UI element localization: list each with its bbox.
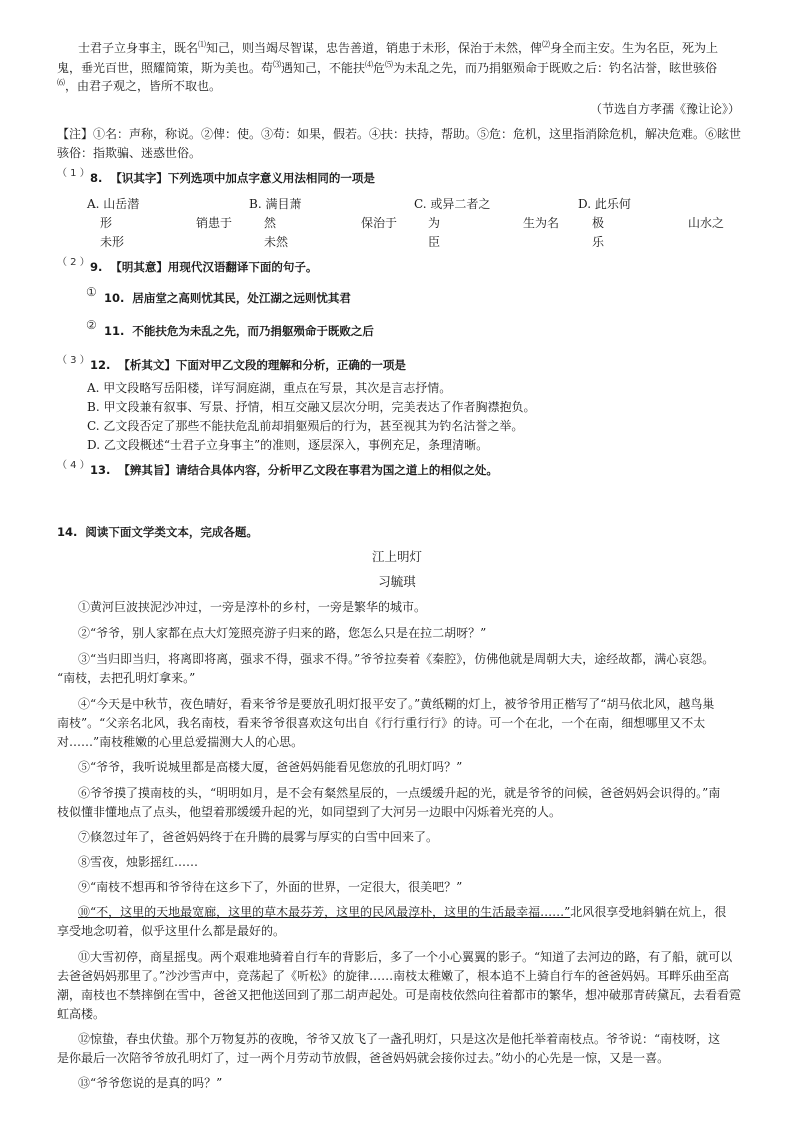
- story-p3-line2: “南枝，去把孔明灯拿来。”: [57, 671, 196, 685]
- story-p11-line3: 潮，南枝也不禁摔倒在雪中，爸爸又把他送回到了那二胡声起处。可是南枝依然向往着都市的繁华，想冲破那青砖黛瓦，去看看霓: [57, 988, 742, 1002]
- sub-mark-2: ②: [86, 318, 97, 332]
- story-p4-line3: 对……”南枝稚嫩的心里总爱揣测大人的心思。: [57, 735, 304, 749]
- question-10: 10. 居庙堂之高则忧其民，处江湖之远则忧其君: [104, 291, 351, 305]
- option-8c-c1: 为: [428, 216, 441, 230]
- story-title: 江上明灯: [371, 549, 422, 564]
- option-8b-c1: 然: [264, 216, 277, 230]
- question-14: 14. 阅读下面文学类文本，完成各题。: [57, 525, 258, 539]
- option-12c[interactable]: C. 乙文段否定了那些不能扶危乱前却捐躯殒后的行为，甚至视其为钓名沽誉之举。: [87, 419, 524, 433]
- passage-line-2: 鬼，垂光百世，照耀简策，斯为美也。苟⑶遇知己，不能扶⑷危⑸为未乱之先，而乃捐躯殒命于既败之后：钓名沽誉，眩世骇俗: [57, 60, 718, 75]
- story-p6-line1: ⑥爷爷摸了摸南枝的头，“明明如月，是不会有粲然星辰的，一点缓缓升起的光，就是爷爷的问候，爸爸妈妈会识得的。”南: [78, 786, 721, 800]
- question-index-3: （ 3 ）: [57, 355, 90, 366]
- question-13: 13. 【辨其旨】请结合具体内容，分析甲乙文段在事君为国之道上的相似之处。: [90, 463, 498, 477]
- story-p12-line2: 是你最后一次陪爷爷放孔明灯了，过一两个月劳动节放假，爸爸妈妈就会接你过去。”幼小的心先是一惊，又是一喜。: [57, 1051, 670, 1065]
- story-author: 习毓琪: [378, 574, 416, 589]
- option-8c-label[interactable]: C. 或异二者之: [414, 197, 491, 211]
- question-index-1: （ 1 ）: [57, 168, 90, 179]
- option-8c-c2: 生为名: [523, 216, 560, 230]
- story-p1: ①黄河巨波挟泥沙冲过，一旁是淳朴的乡村，一旁是繁华的城市。: [78, 600, 427, 614]
- option-8a-c3: 未形: [100, 235, 125, 249]
- story-p10-line1: ⑩“不，这里的天地最宽廊，这里的草木最芬芳，这里的民风最淳朴，这里的生活最幸福……”北风很享受地斜躺在炕上，很: [78, 905, 727, 919]
- option-12b[interactable]: B. 甲文段兼有叙事、写景、抒情，相互交融又层次分明，完美表达了作者胸襟抱负。: [87, 400, 536, 414]
- story-p4-line1: ④“今天是中秋节，夜色晴好，看来爷爷是要放孔明灯报平安了。”黄纸糊的灯上，被爷爷用正楷写了“胡马依北风，越鸟巢: [78, 697, 715, 711]
- option-8d-c3: 乐: [592, 235, 605, 249]
- story-p12-line1: ⑫惊蛰，春虫伏蛰。那个万物复苏的夜晚，爷爷又放飞了一盏孔明灯，只是这次是他托举着南枝点。爷爷说：“南枝呀，这: [78, 1032, 721, 1046]
- option-12d[interactable]: D. 乙文段概述“士君子立身事主”的准则，逐层深入，事例充足，条理清晰。: [87, 438, 489, 452]
- story-p3-line1: ③“当归即当归，将离即将离，强求不得，强求不得。”爷爷拉奏着《秦腔》，仿佛他就是周朝大夫，途经故都，满心哀怨。: [78, 652, 715, 666]
- passage-line-1: 士君子立身事主，既名⑴知己，则当竭尽智谋，忠告善道，销患于未形，保治于未然，俾⑵身全而主安。生为名臣，死为上: [78, 40, 719, 55]
- story-p7: ⑦倏忽过年了，爸爸妈妈终于在升腾的晨雾与厚实的白雪中回来了。: [78, 830, 439, 844]
- story-p6-line2: 枝似懂非懂地点了点头，他望着那缓缓升起的光，如同望到了大河另一边眼中闪烁着光亮的人。: [57, 805, 562, 819]
- story-p11-line1: ⑪大雪初停，商星摇曳。两个艰难地骑着自行车的背影后，多了一个小心翼翼的影子。“知道了去河边的路，有了船，就可以: [78, 950, 733, 964]
- option-8c-c3: 臣: [428, 235, 441, 249]
- sub-mark-1: ①: [86, 285, 97, 299]
- option-8a-c2: 销患于: [196, 216, 233, 230]
- question-8: 8. 【识其字】下列选项中加点字意义用法相同的一项是: [90, 171, 375, 185]
- story-p10-underlined: ⑩“不，这里的天地最宽廊，这里的草木最芬芳，这里的民风最淳朴，这里的生活最幸福……”: [78, 905, 571, 919]
- story-p2: ②“爷爷，别人家都在点大灯笼照亮游子归来的路，您怎么只是在拉二胡呀？”: [78, 626, 487, 640]
- question-index-2: （ 2 ）: [57, 257, 90, 268]
- story-p10-line2: 享受地念叨着，似乎这里什么都是最好的。: [57, 924, 286, 938]
- question-12: 12. 【析其文】下面对甲乙文段的理解和分析，正确的一项是: [90, 358, 406, 372]
- notes-line-1: 【注】①名：声称，称说。②俾：使。③苟：如果，假若。④扶：扶持，帮助。⑤危：危机，这里指消除危机，解决危难。⑥眩世: [57, 127, 742, 141]
- story-p8: ⑧雪夜，烛影摇红……: [78, 855, 199, 869]
- option-8b-label[interactable]: B. 满目萧: [249, 197, 302, 211]
- option-8a-c1: 形: [100, 216, 113, 230]
- story-p11-line4: 虹高楼。: [57, 1007, 106, 1021]
- notes-line-2: 骇俗：指欺骗、迷惑世俗。: [57, 146, 202, 160]
- option-12a[interactable]: A. 甲文段略写岳阳楼，详写洞庭湖，重点在写景，其次是言志抒情。: [87, 381, 452, 395]
- passage-source: （节选自方孝孺《豫让论》）: [589, 102, 740, 116]
- option-8b-c3: 未然: [264, 235, 289, 249]
- story-p11-line2: 去爸爸妈妈那里了。”沙沙雪声中，竞荡起了《听松》的旋律……南枝太稚嫩了，根本追不上骑自行车的爸爸妈妈。耳畔乐曲至高: [57, 969, 730, 983]
- question-index-4: （ 4 ）: [57, 460, 90, 471]
- option-8b-c2: 保治于: [361, 216, 398, 230]
- option-8d-c2: 山水之: [688, 216, 725, 230]
- option-8a-label[interactable]: A. 山岳潜: [87, 197, 140, 211]
- option-8d-c1: 极: [592, 216, 605, 230]
- passage-line-3: ⑹，由君子观之，皆所不取也。: [57, 78, 222, 93]
- question-9: 9. 【明其意】用现代汉语翻译下面的句子。: [90, 260, 318, 274]
- question-11: 11. 不能扶危为未乱之先，而乃捐躯殒命于既败之后: [104, 324, 374, 338]
- story-p13: ⑬“爷爷您说的是真的吗？”: [78, 1076, 223, 1090]
- option-8d-label[interactable]: D. 此乐何: [578, 197, 631, 211]
- story-p4-line2: 南枝”。“父亲名北风，我名南枝，看来爷爷很喜欢这句出自《行行重行行》的诗。可一个在北，一个在南，细想哪里又不太: [57, 716, 706, 730]
- story-p9: ⑨“南枝不想再和爷爷待在这乡下了，外面的世界，一定很大，很美吧？”: [78, 880, 463, 894]
- story-p5: ⑤“爷爷，我听说城里都是高楼大厦，爸爸妈妈能看见您放的孔明灯吗？”: [78, 760, 463, 774]
